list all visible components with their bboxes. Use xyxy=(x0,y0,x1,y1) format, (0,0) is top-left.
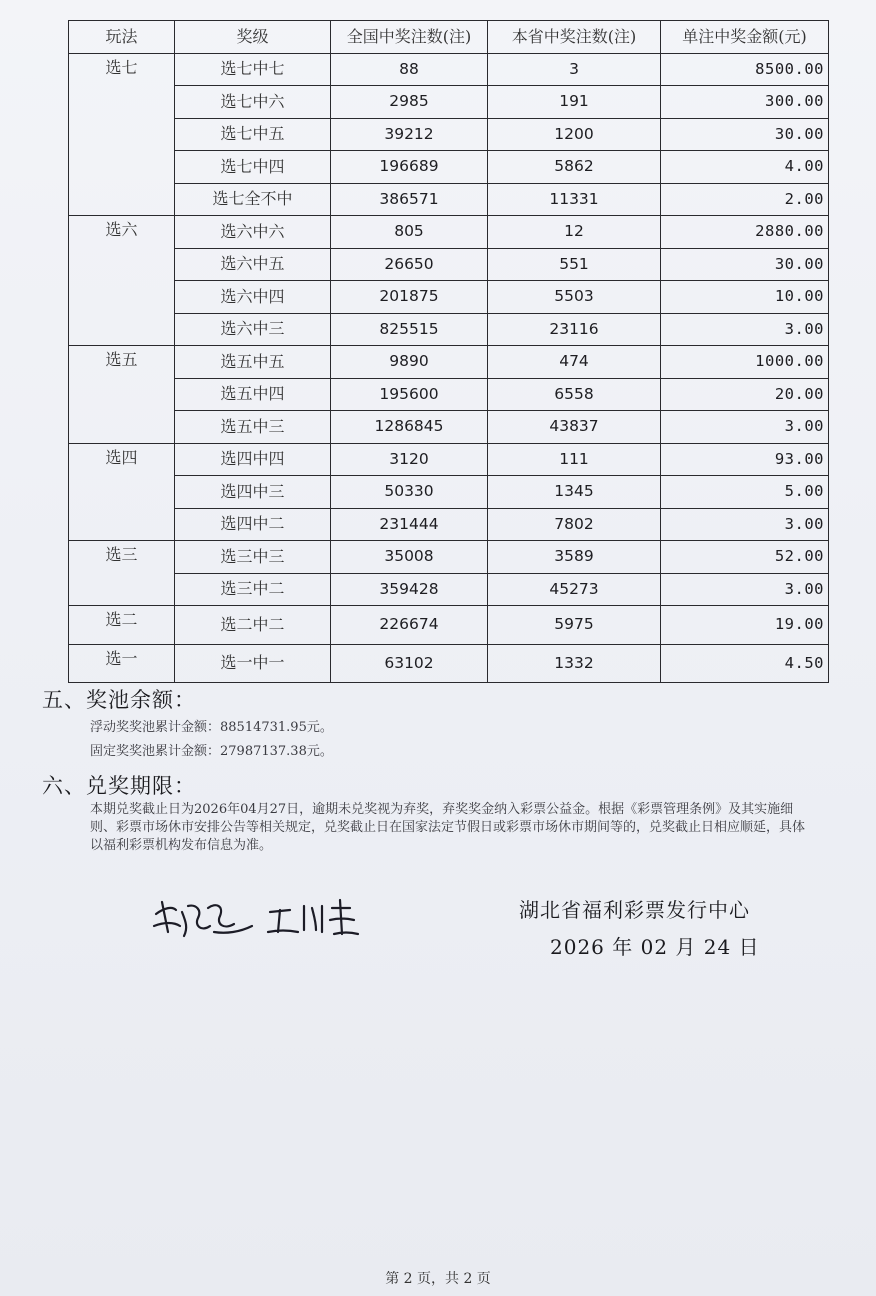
prize-level-cell: 选五中三 xyxy=(175,411,331,444)
play-type-cell: 选五 xyxy=(69,346,175,444)
prize-amount-cell: 30.00 xyxy=(661,248,829,281)
provincial-count-cell: 45273 xyxy=(488,573,661,606)
prize-level-cell: 选一中一 xyxy=(175,644,331,683)
table-row xyxy=(69,644,829,683)
provincial-count-cell: 191 xyxy=(488,86,661,119)
table-row xyxy=(69,411,829,444)
prize-amount-cell: 52.00 xyxy=(661,541,829,574)
national-count-cell: 39212 xyxy=(331,118,488,151)
national-count-cell: 201875 xyxy=(331,281,488,314)
table-row xyxy=(69,281,829,314)
prize-level-cell: 选四中四 xyxy=(175,443,331,476)
play-type-cell: 选六 xyxy=(69,216,175,346)
prize-amount-cell: 8500.00 xyxy=(661,53,829,86)
provincial-count-cell: 11331 xyxy=(488,183,661,216)
national-count-cell: 195600 xyxy=(331,378,488,411)
header-national: 全国中奖注数(注) xyxy=(331,21,488,54)
national-count-cell: 63102 xyxy=(331,644,488,683)
provincial-count-cell: 5975 xyxy=(488,606,661,645)
national-count-cell: 88 xyxy=(331,53,488,86)
national-count-cell: 3120 xyxy=(331,443,488,476)
national-count-cell: 9890 xyxy=(331,346,488,379)
table-header-row xyxy=(69,21,829,54)
prize-level-cell: 选七中四 xyxy=(175,151,331,184)
national-count-cell: 386571 xyxy=(331,183,488,216)
provincial-count-cell: 5862 xyxy=(488,151,661,184)
prize-level-cell: 选四中二 xyxy=(175,508,331,541)
prize-amount-cell: 19.00 xyxy=(661,606,829,645)
prize-amount-cell: 2.00 xyxy=(661,183,829,216)
table-row xyxy=(69,151,829,184)
national-count-cell: 196689 xyxy=(331,151,488,184)
pool-section-title: 五、奖池余额： xyxy=(42,688,196,712)
prize-amount-cell: 93.00 xyxy=(661,443,829,476)
table-row xyxy=(69,313,829,346)
play-type-cell: 选四 xyxy=(69,443,175,541)
provincial-count-cell: 474 xyxy=(488,346,661,379)
prize-level-cell: 选六中六 xyxy=(175,216,331,249)
prize-amount-cell: 20.00 xyxy=(661,378,829,411)
national-count-cell: 805 xyxy=(331,216,488,249)
claim-text: 本期兑奖截止日为2026年04月27日，逾期未兑奖视为弃奖，弃奖奖金纳入彩票公益金。根据《彩票管理条例》及其实施细则、彩票市场休市安排公告等相关规定，兑奖截止日在国家法定节假日或彩票市场休市期间等的，兑奖截止日相应顺延，具体以福利彩票机构发布信息为准。 xyxy=(90,802,806,853)
prize-level-cell: 选四中三 xyxy=(175,476,331,509)
issue-date: 2026 年 02 月 24 日 xyxy=(550,935,760,959)
prize-amount-cell: 3.00 xyxy=(661,313,829,346)
prize-amount-cell: 300.00 xyxy=(661,86,829,119)
table-row xyxy=(69,183,829,216)
national-count-cell: 825515 xyxy=(331,313,488,346)
prize-level-cell: 选六中五 xyxy=(175,248,331,281)
table-row xyxy=(69,378,829,411)
prize-amount-cell: 3.00 xyxy=(661,573,829,606)
page-footer: 第 2 页，共 2 页 xyxy=(385,1271,491,1287)
prize-table xyxy=(68,20,829,683)
national-count-cell: 231444 xyxy=(331,508,488,541)
floating-pool-text: 浮动奖奖池累计金额：88514731.95元。 xyxy=(90,720,333,735)
table-row xyxy=(69,86,829,119)
provincial-count-cell: 6558 xyxy=(488,378,661,411)
prize-level-cell: 选二中二 xyxy=(175,606,331,645)
table-row xyxy=(69,53,829,86)
table-row xyxy=(69,118,829,151)
signature-image xyxy=(150,892,370,952)
header-amount: 单注中奖金额(元) xyxy=(661,21,829,54)
prize-level-cell: 选七全不中 xyxy=(175,183,331,216)
prize-level-cell: 选三中二 xyxy=(175,573,331,606)
fixed-pool-text: 固定奖奖池累计金额：27987137.38元。 xyxy=(90,744,333,759)
table-row xyxy=(69,248,829,281)
play-type-cell: 选七 xyxy=(69,53,175,216)
prize-level-cell: 选六中三 xyxy=(175,313,331,346)
play-type-cell: 选三 xyxy=(69,541,175,606)
issuer-name: 湖北省福利彩票发行中心 xyxy=(519,898,750,922)
prize-amount-cell: 4.00 xyxy=(661,151,829,184)
prize-amount-cell: 3.00 xyxy=(661,411,829,444)
provincial-count-cell: 23116 xyxy=(488,313,661,346)
table-row xyxy=(69,508,829,541)
table-row xyxy=(69,346,829,379)
play-type-cell: 选二 xyxy=(69,606,175,645)
prize-amount-cell: 10.00 xyxy=(661,281,829,314)
provincial-count-cell: 551 xyxy=(488,248,661,281)
prize-level-cell: 选七中七 xyxy=(175,53,331,86)
provincial-count-cell: 1332 xyxy=(488,644,661,683)
claim-section-title: 六、兑奖期限： xyxy=(42,774,196,798)
provincial-count-cell: 1200 xyxy=(488,118,661,151)
provincial-count-cell: 3589 xyxy=(488,541,661,574)
prize-amount-cell: 5.00 xyxy=(661,476,829,509)
prize-amount-cell: 3.00 xyxy=(661,508,829,541)
provincial-count-cell: 12 xyxy=(488,216,661,249)
play-type-cell: 选一 xyxy=(69,644,175,683)
prize-level-cell: 选五中四 xyxy=(175,378,331,411)
national-count-cell: 26650 xyxy=(331,248,488,281)
prize-level-cell: 选六中四 xyxy=(175,281,331,314)
prize-level-cell: 选七中六 xyxy=(175,86,331,119)
table-row xyxy=(69,541,829,574)
prize-amount-cell: 4.50 xyxy=(661,644,829,683)
prize-amount-cell: 2880.00 xyxy=(661,216,829,249)
header-play: 玩法 xyxy=(69,21,175,54)
prize-level-cell: 选七中五 xyxy=(175,118,331,151)
header-level: 奖级 xyxy=(175,21,331,54)
prize-level-cell: 选三中三 xyxy=(175,541,331,574)
table-row xyxy=(69,573,829,606)
prize-amount-cell: 1000.00 xyxy=(661,346,829,379)
table-row xyxy=(69,606,829,645)
national-count-cell: 226674 xyxy=(331,606,488,645)
provincial-count-cell: 3 xyxy=(488,53,661,86)
prize-amount-cell: 30.00 xyxy=(661,118,829,151)
national-count-cell: 1286845 xyxy=(331,411,488,444)
table-body xyxy=(69,53,829,683)
national-count-cell: 35008 xyxy=(331,541,488,574)
table-row xyxy=(69,216,829,249)
provincial-count-cell: 5503 xyxy=(488,281,661,314)
table-row xyxy=(69,443,829,476)
header-provincial: 本省中奖注数(注) xyxy=(488,21,661,54)
provincial-count-cell: 43837 xyxy=(488,411,661,444)
national-count-cell: 50330 xyxy=(331,476,488,509)
provincial-count-cell: 111 xyxy=(488,443,661,476)
table-row xyxy=(69,476,829,509)
prize-level-cell: 选五中五 xyxy=(175,346,331,379)
national-count-cell: 2985 xyxy=(331,86,488,119)
provincial-count-cell: 7802 xyxy=(488,508,661,541)
national-count-cell: 359428 xyxy=(331,573,488,606)
provincial-count-cell: 1345 xyxy=(488,476,661,509)
